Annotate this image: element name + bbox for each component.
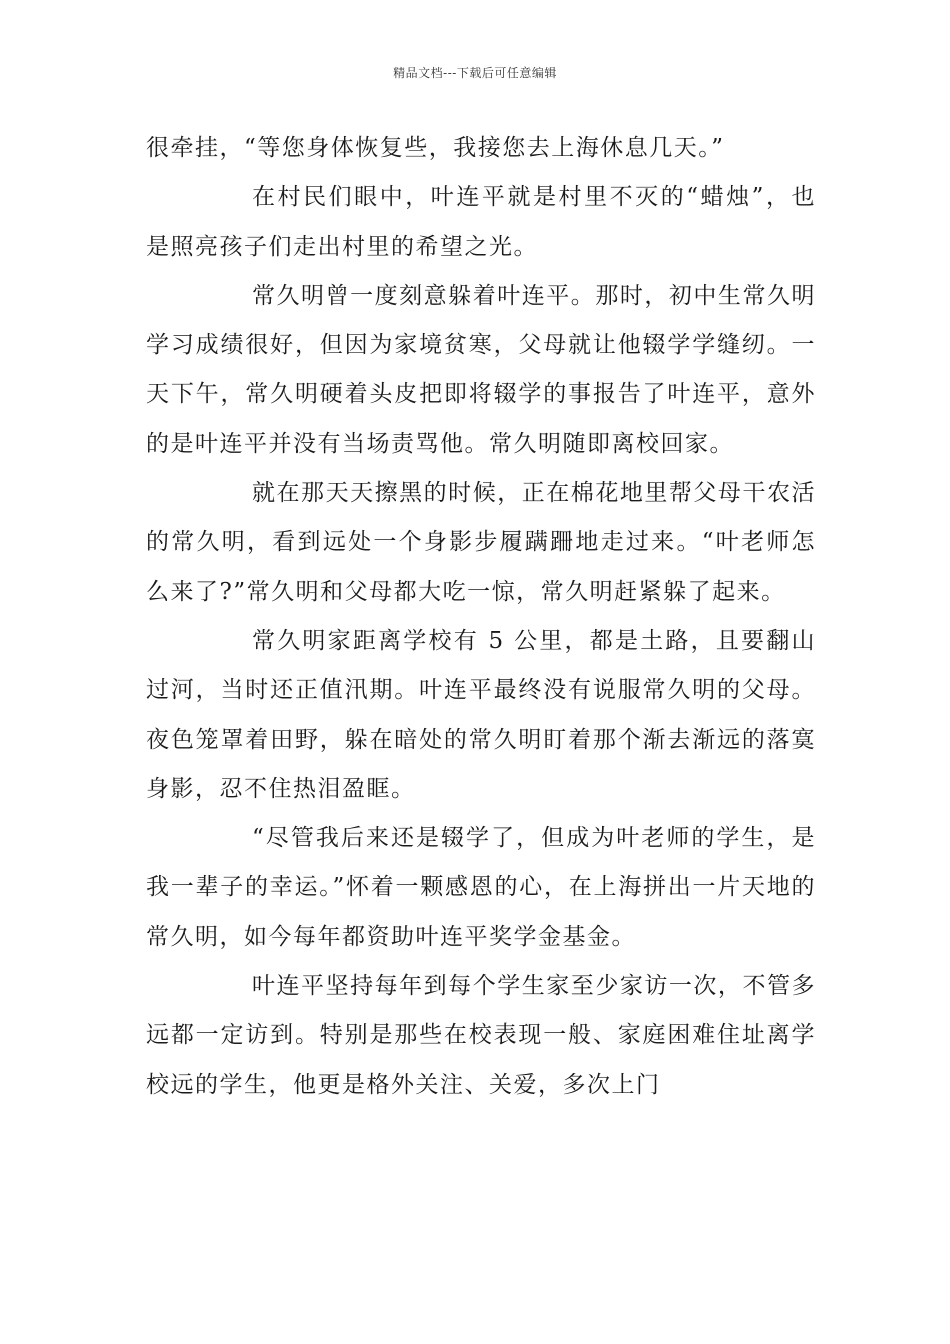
paragraph: 很牵挂，“等您身体恢复些，我接您去上海休息几天。” bbox=[146, 135, 725, 161]
article-body bbox=[146, 124, 816, 1110]
paragraph: 在村民们眼中，叶连平就是村里不灭的“蜡烛”，也是照亮孩子们走出村里的希望之光。 bbox=[146, 184, 816, 260]
paragraph: 常久明曾一度刻意躲着叶连平。那时，初中生常久明学习成绩很好，但因为家境贫寒，父母就让他辍学学缝纫。一天下午，常久明硬着头皮把即将辍学的事报告了叶连平，意外的是叶连平并没有当场责骂他。常久明随即离校回家。 bbox=[146, 282, 816, 457]
paragraph: 叶连平坚持每年到每个学生家至少家访一次，不管多远都一定访到。特别是那些在校表现一般、家庭困难住址离学校远的学生，他更是格外关注、关爱，多次上门 bbox=[146, 973, 816, 1098]
page-header: 精品文档---下载后可任意编辑 bbox=[393, 66, 557, 80]
paragraph: 就在那天天擦黑的时候，正在棉花地里帮父母干农活的常久明，看到远处一个身影步履蹒跚地走过来。“叶老师怎么来了?”常久明和父母都大吃一惊，常久明赶紧躲了起来。 bbox=[146, 480, 816, 605]
paragraph: 常久明家距离学校有 5 公里，都是土路，且要翻山过河，当时还正值汛期。叶连平最终没有说服常久明的父母。夜色笼罩着田野，躲在暗处的常久明盯着那个渐去渐远的落寞身影，忍不住热泪盈眶。 bbox=[146, 627, 816, 802]
paragraph: “尽管我后来还是辍学了，但成为叶老师的学生，是我一辈子的幸运。”怀着一颗感恩的心，在上海拼出一片天地的常久明，如今每年都资助叶连平奖学金基金。 bbox=[146, 825, 816, 950]
